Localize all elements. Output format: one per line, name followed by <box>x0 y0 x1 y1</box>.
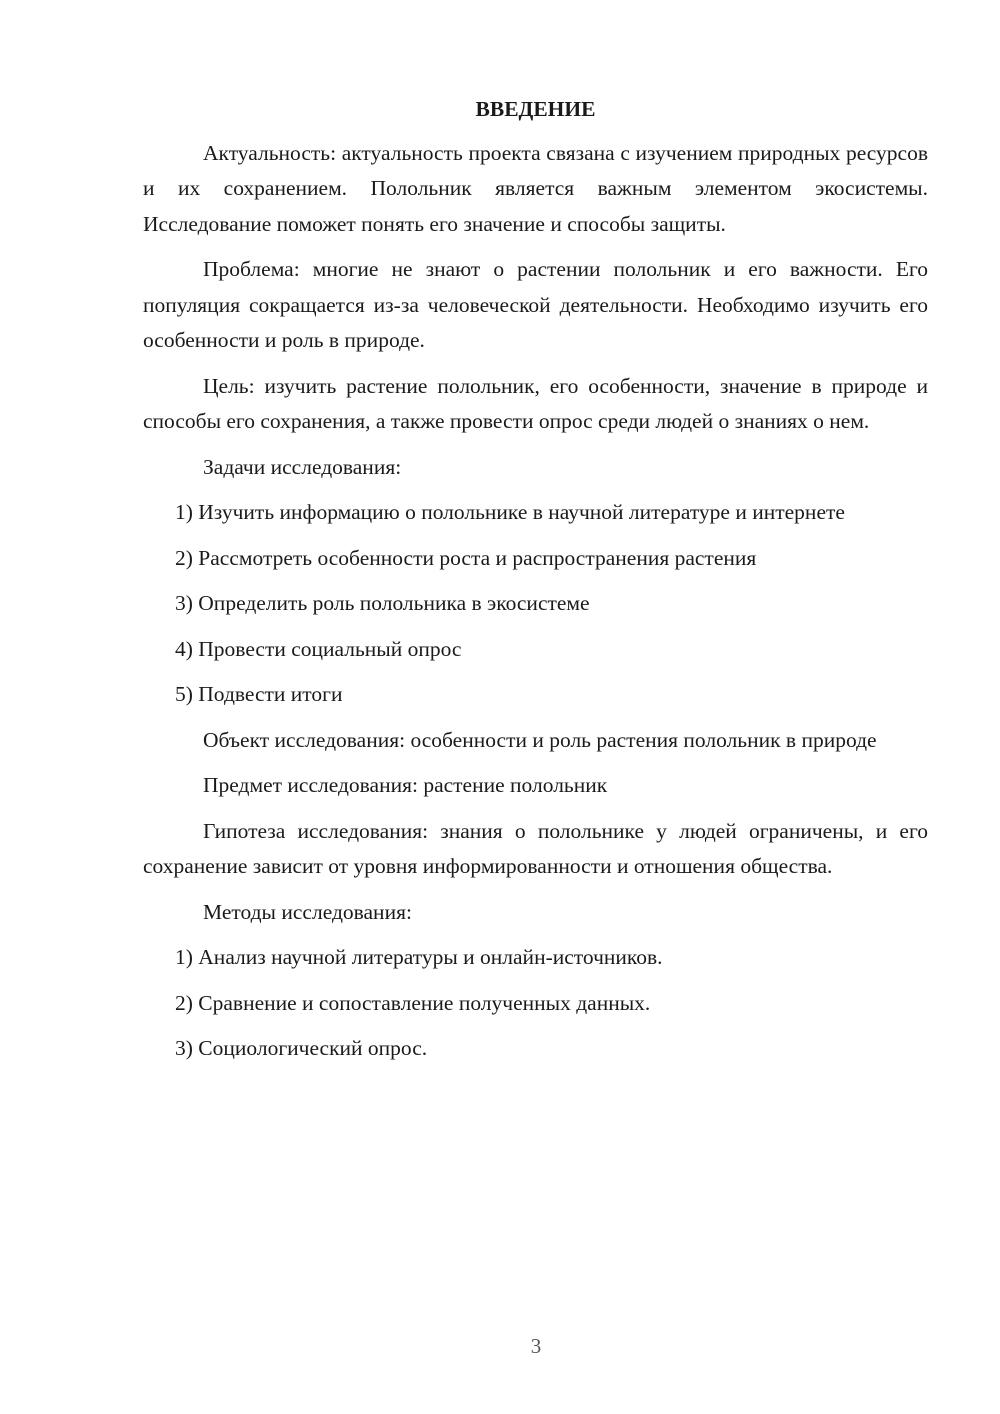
subject-paragraph: Предмет исследования: растение полольник <box>203 773 608 797</box>
method-item: 3) Социологический опрос. <box>175 1036 428 1060</box>
tasks-heading: Задачи исследования: <box>203 454 402 479</box>
hypothesis-paragraph: Гипотеза исследования: знания о полольнике у людей ограничены, и его сохранение зависит от уровня информированности и отношения общества. <box>143 818 928 878</box>
page-number: 3 <box>530 1334 542 1358</box>
task-item: 1) Изучить информацию о полольнике в научной литературе и интернете <box>175 500 845 524</box>
task-item: 3) Определить роль полольника в экосистеме <box>175 591 590 615</box>
task-item: 2) Рассмотреть особенности роста и распространения растения <box>175 545 757 570</box>
relevance-paragraph: Актуальность: актуальность проекта связана с изучением природных ресурсов и их сохранением. Полольник является важным элементом экосистемы. Исследование поможет понять его значение и способы защиты. <box>143 140 928 236</box>
page-title: ВВЕДЕНИЕ <box>475 97 596 121</box>
method-item: 2) Сравнение и сопоставление полученных данных. <box>175 990 651 1015</box>
document-page <box>143 92 928 1077</box>
task-item: 4) Провести социальный опрос <box>175 636 462 661</box>
object-paragraph: Объект исследования: особенности и роль растения полольник в природе <box>203 727 877 752</box>
task-item: 5) Подвести итоги <box>175 682 343 706</box>
goal-paragraph: Цель: изучить растение полольник, его особенности, значение в природе и способы его сохранения, а также провести опрос среди людей о знаниях о нем. <box>143 373 928 433</box>
methods-heading: Методы исследования: <box>203 899 412 924</box>
method-item: 1) Анализ научной литературы и онлайн-источников. <box>175 945 663 969</box>
problem-paragraph: Проблема: многие не знают о растении полольник и его важности. Его популяция сокращается из-за человеческой деятельности. Необходимо изучить его особенности и роль в природе. <box>143 257 928 352</box>
